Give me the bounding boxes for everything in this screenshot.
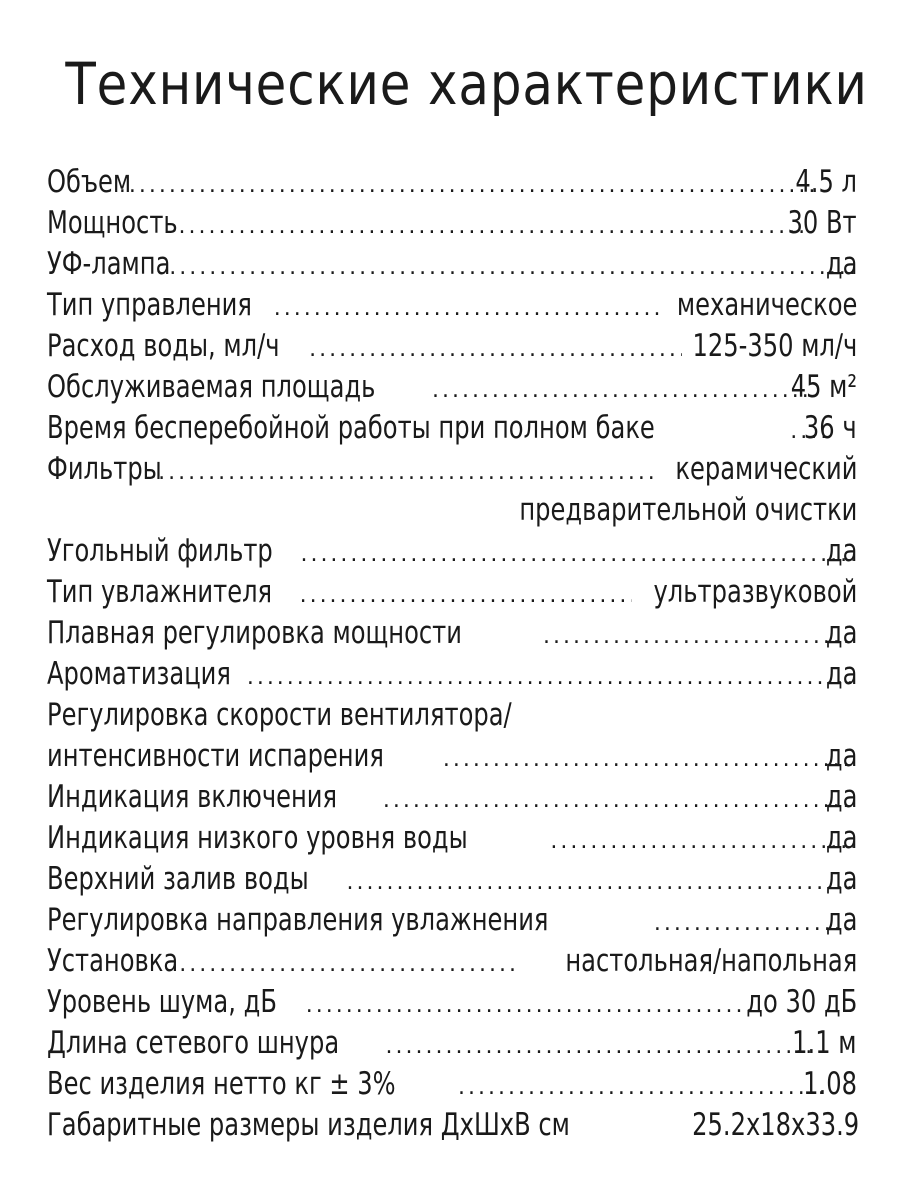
spec-value: настольная/напольная [565, 943, 857, 979]
spec-row-fan-speed [47, 736, 857, 777]
spec-value: 25.2x18x33.9 [692, 1107, 860, 1143]
spec-row-runtime [47, 408, 857, 449]
leader-dots [654, 903, 853, 944]
spec-row-noise [47, 982, 857, 1023]
spec-value: да [825, 861, 857, 897]
spec-value-continued: предварительной очистки [518, 492, 857, 528]
spec-row-carbon-filter [47, 531, 857, 572]
spec-row-direction [47, 900, 857, 941]
leader-dots [119, 165, 814, 206]
leader-dots [458, 1067, 824, 1108]
spec-value: да [825, 615, 857, 651]
spec-label: Габаритные размеры изделия ДхШхВ см [47, 1107, 570, 1143]
spec-row-volume [47, 162, 857, 203]
spec-row-humidifier-type [47, 572, 857, 613]
spec-label: Индикация низкого уровня воды [47, 820, 468, 856]
leader-dots [543, 616, 853, 657]
leader-dots [247, 657, 853, 698]
spec-value: да [825, 246, 857, 282]
leader-dots [386, 1026, 811, 1067]
spec-list [47, 162, 860, 1146]
spec-label: Вес изделия нетто кг ± 3% [47, 1066, 396, 1102]
spec-value: ультразвуковой [653, 574, 857, 610]
spec-row-aroma [47, 654, 857, 695]
page-title [0, 46, 900, 122]
leader-dots [432, 370, 808, 411]
spec-row-power-indicator [47, 777, 857, 818]
spec-row-dimensions [47, 1105, 860, 1146]
leader-dots [169, 247, 852, 288]
leader-dots [300, 534, 852, 575]
spec-label: интенсивности испарения [47, 738, 384, 774]
leader-dots [347, 862, 853, 903]
spec-value: да [825, 779, 857, 815]
spec-value: да [825, 656, 857, 692]
spec-label: Расход воды, мл/ч [47, 328, 280, 364]
spec-value: да [825, 533, 857, 569]
spec-row-power [47, 203, 857, 244]
spec-row-top-fill [47, 859, 857, 900]
spec-label: Угольный фильтр [47, 533, 273, 569]
spec-row-filters-continued [47, 490, 857, 531]
leader-dots [383, 780, 853, 821]
spec-label: Уровень шума, дБ [47, 984, 277, 1020]
spec-value: 45 м² [790, 369, 857, 405]
spec-label: Объем [47, 164, 132, 200]
leader-dots [309, 329, 682, 370]
spec-row-low-water [47, 818, 857, 859]
spec-label: Установка [47, 943, 179, 979]
spec-value: 1.08 [803, 1066, 857, 1102]
spec-value: 30 Вт [787, 205, 857, 241]
leader-dots [274, 288, 662, 329]
spec-label: Плавная регулировка мощности [47, 615, 462, 651]
spec-value: 125-350 мл/ч [692, 328, 857, 364]
spec-label: Длина сетевого шнура [47, 1025, 340, 1061]
spec-label: Ароматизация [47, 656, 231, 692]
spec-row-smooth-power [47, 613, 857, 654]
spec-value: да [825, 820, 857, 856]
spec-value: 4.5 л [795, 164, 857, 200]
spec-label: УФ-лампа [47, 246, 171, 282]
spec-label: Обслуживаемая площадь [47, 369, 376, 405]
leader-dots [300, 575, 632, 616]
spec-row-water-consumption [47, 326, 857, 367]
spec-value: да [825, 902, 857, 938]
spec-value: 36 ч [804, 410, 857, 446]
leader-dots [550, 821, 852, 862]
spec-value: 1.1 м [792, 1025, 857, 1061]
spec-value: механическое [676, 287, 857, 323]
spec-row-cord-length [47, 1023, 857, 1064]
leader-dots [179, 944, 519, 985]
spec-label-first-line: Регулировка скорости вентилятора/ [47, 697, 512, 733]
spec-label: Верхний залив воды [47, 861, 309, 897]
spec-label: Тип управления [47, 287, 252, 323]
spec-row-area [47, 367, 857, 408]
spec-label: Время бесперебойной работы при полном баке [47, 410, 655, 446]
spec-row-control-type [47, 285, 857, 326]
spec-label: Регулировка направления увлажнения [47, 902, 549, 938]
spec-label: Индикация включения [47, 779, 338, 815]
spec-row-filters [47, 449, 857, 490]
spec-value: керамический [674, 451, 857, 487]
page-title-text: Технические характеристики [65, 50, 868, 118]
spec-row-weight [47, 1064, 857, 1105]
leader-dots [306, 985, 751, 1026]
spec-label: Мощность [47, 205, 178, 241]
spec-row-installation [47, 941, 857, 982]
spec-label: Фильтры [47, 451, 162, 487]
spec-value: да [825, 738, 857, 774]
spec-value: до 30 дБ [746, 984, 857, 1020]
spec-row-uv-lamp [47, 244, 857, 285]
spec-row-fan-speed-first [47, 695, 857, 736]
leader-dots [158, 452, 659, 493]
leader-dots [443, 739, 853, 780]
leader-dots [179, 206, 805, 247]
spec-label: Тип увлажнителя [47, 574, 273, 610]
